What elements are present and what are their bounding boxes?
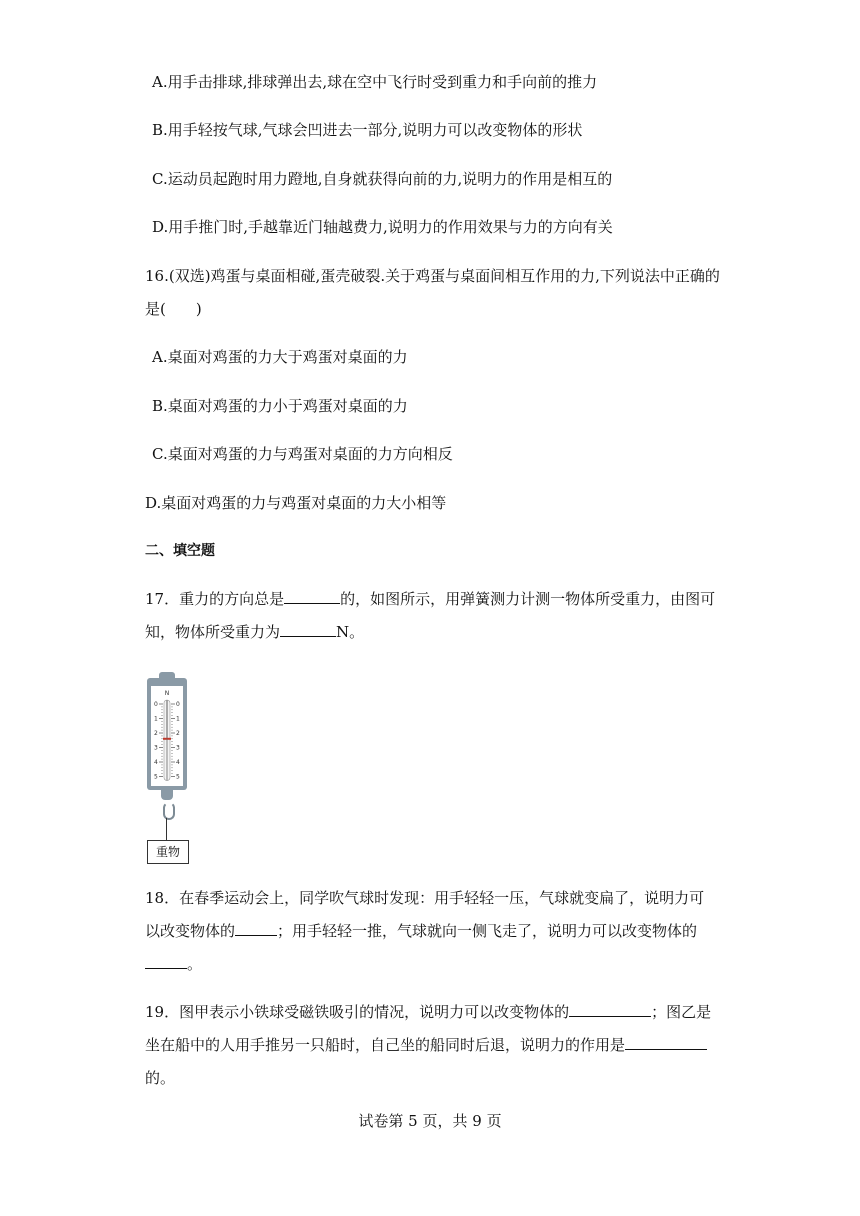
q19-blank-1 <box>569 1002 651 1017</box>
tick-label-right: 5 <box>176 773 180 781</box>
q18-blank-2 <box>145 954 187 969</box>
scale-face <box>151 686 183 786</box>
weight-box: 重物 <box>147 840 189 864</box>
q17-line1 <box>145 589 715 609</box>
tick-label-right: 3 <box>176 744 180 752</box>
q16-option-a: A.桌面对鸡蛋的力大于鸡蛋对桌面的力 <box>152 348 408 366</box>
q17-text-4: N。 <box>336 623 365 641</box>
hook-icon <box>163 802 175 820</box>
q19-blank-2 <box>625 1035 707 1050</box>
q17-blank-1 <box>284 589 340 604</box>
tick-label-left: 5 <box>154 773 158 781</box>
q19-line3: 的。 <box>145 1069 176 1087</box>
tick-label-left: 2 <box>154 730 158 737</box>
hanging-wire <box>166 818 167 840</box>
q18-line2 <box>145 921 697 941</box>
scale-bottom <box>161 790 173 800</box>
q19-line2 <box>145 1035 707 1055</box>
tick-label-right: 2 <box>176 730 180 737</box>
q19-text-3: 坐在船中的人用手推另一只船时，自己坐的船同时后退，说明力的作用是 <box>145 1036 626 1054</box>
q19-line1 <box>145 1002 711 1022</box>
q19-text-2: ；图乙是 <box>651 1003 712 1021</box>
tick-label-left: 4 <box>154 759 158 766</box>
tick-label-right: 4 <box>176 759 180 766</box>
q17-text-2: 的，如图所示，用弹簧测力计测一物体所受重力，由图可 <box>340 590 716 608</box>
q18-text-2: 以改变物体的 <box>145 922 236 940</box>
section-heading: 二、填空题 <box>145 543 215 559</box>
q16-option-d: D.桌面对鸡蛋的力与鸡蛋对桌面的力大小相等 <box>145 494 447 512</box>
q15-option-d: D.用手推门时,手越靠近门轴越费力,说明力的作用效果与力的方向有关 <box>152 218 613 236</box>
q17-blank-2 <box>280 622 336 637</box>
q18-text-3: ；用手轻轻一推，气球就向一侧飞走了，说明力可以改变物体的 <box>277 922 698 940</box>
tick-label-left: 3 <box>154 744 158 752</box>
q17-line2 <box>145 622 364 642</box>
q15-option-c: C.运动员起跑时用力蹬地,自身就获得向前的力,说明力的作用是相互的 <box>152 170 613 188</box>
q15-option-a: A.用手击排球,排球弹出去,球在空中飞行时受到重力和手向前的推力 <box>152 73 598 91</box>
tick-label-left: 0 <box>154 701 158 708</box>
tick-label-right: 0 <box>176 701 180 708</box>
q18-line3 <box>145 954 202 974</box>
q15-option-b: B.用手轻按气球,气球会凹进去一部分,说明力可以改变物体的形状 <box>152 121 583 139</box>
q18-blank-1 <box>235 921 277 936</box>
q17-text-1: 17．重力的方向总是 <box>145 590 285 608</box>
q16-option-b: B.桌面对鸡蛋的力小于鸡蛋对桌面的力 <box>152 397 408 415</box>
q18-line1: 18．在春季运动会上，同学吹气球时发现：用手轻轻一压，气球就变扁了，说明力可 <box>145 889 705 907</box>
tick-label-right: 1 <box>176 715 180 723</box>
q16-stem-line1: 16.(双选)鸡蛋与桌面相碰,蛋壳破裂.关于鸡蛋与桌面间相互作用的力,下列说法中正确的 <box>145 267 720 285</box>
tick-label-left: 1 <box>154 715 158 723</box>
q18-text-4: 。 <box>187 955 203 973</box>
q19-text-1: 19．图甲表示小铁球受磁铁吸引的情况，说明力可以改变物体的 <box>145 1003 570 1021</box>
q16-stem-line2: 是( ) <box>145 300 202 318</box>
q16-option-c: C.桌面对鸡蛋的力与鸡蛋对桌面的力方向相反 <box>152 445 453 463</box>
page-footer: 试卷第 5 页，共 9 页 <box>358 1112 502 1130</box>
spring-scale-figure <box>143 672 191 864</box>
q17-text-3: 知，物体所受重力为 <box>145 623 281 641</box>
scale-unit-label: N <box>164 690 170 697</box>
scale-dial-svg <box>151 686 183 786</box>
